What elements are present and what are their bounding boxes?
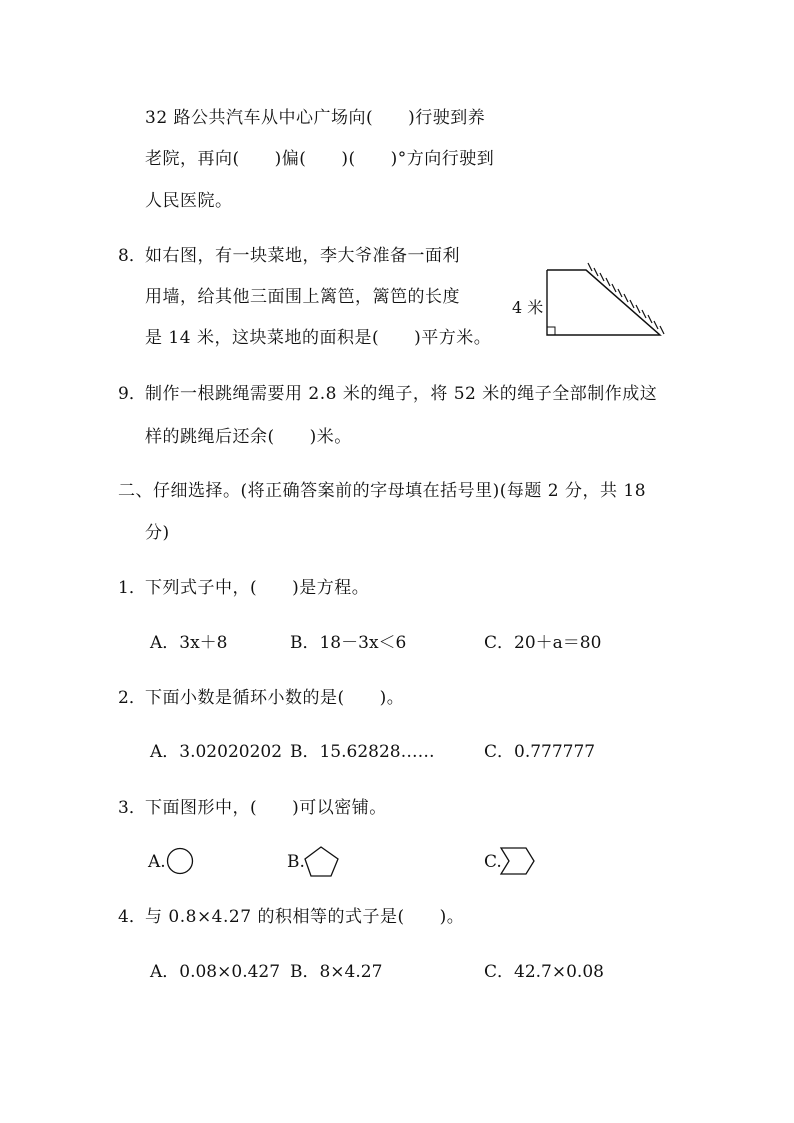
mc3-stem: 下面图形中，( )可以密铺。 <box>145 798 387 818</box>
wall-hatch-icon <box>586 263 664 335</box>
mc3-option-c[interactable]: C. <box>484 852 502 872</box>
q8-number: 8． <box>118 246 146 266</box>
mc1-option-c[interactable]: C．20＋a＝80 <box>484 633 602 653</box>
q9-line-1: 制作一根跳绳需要用 2.8 米的绳子，将 52 米的绳子全部制作成这 <box>145 384 658 404</box>
section-2-heading: 二、仔细选择。(将正确答案前的字母填在括号里)(每题 2 分，共 18 <box>118 481 647 501</box>
mc2-option-c[interactable]: C．0.777777 <box>484 742 596 762</box>
mc4-option-b[interactable]: B．8×4.27 <box>290 962 383 982</box>
mc1-stem: 下列式子中，( )是方程。 <box>145 578 370 598</box>
q8-line-2: 用墙，给其他三面围上篱笆，篱笆的长度 <box>145 287 460 307</box>
q8-line-3: 是 14 米，这块菜地的面积是( )平方米。 <box>145 328 492 348</box>
mc3-option-a[interactable]: A. <box>148 852 166 872</box>
pentagon-icon <box>303 845 343 879</box>
q7-line-1: 32 路公共汽车从中心广场向( )行驶到养 <box>145 108 486 128</box>
mc2-option-b[interactable]: B．15.62828…… <box>290 742 435 762</box>
mc2-stem: 下面小数是循环小数的是( )。 <box>145 688 405 708</box>
trapezoid-figure <box>540 258 670 348</box>
q9-number: 9． <box>118 384 146 404</box>
section-2-heading-cont: 分) <box>145 523 170 543</box>
mc4-stem: 与 0.8×4.27 的积相等的式子是( )。 <box>145 907 465 927</box>
mc2-number: 2． <box>118 688 146 708</box>
mc1-number: 1． <box>118 578 146 598</box>
mc3-number: 3． <box>118 798 146 818</box>
q8-line-1: 如右图，有一块菜地，李大爷准备一面利 <box>145 246 460 266</box>
mc4-number: 4． <box>118 907 146 927</box>
mc3-option-b[interactable]: B. <box>287 852 305 872</box>
hexagon-icon <box>499 846 539 880</box>
figure-height-label: 4 米 <box>512 298 544 317</box>
mc1-option-a[interactable]: A．3x＋8 <box>150 633 228 653</box>
circle-icon <box>166 847 196 877</box>
mc2-option-a[interactable]: A．3.02020202 <box>150 742 283 762</box>
q7-line-2: 老院，再向( )偏( )( )°方向行驶到 <box>145 149 495 169</box>
mc4-option-c[interactable]: C．42.7×0.08 <box>484 962 604 982</box>
mc4-option-a[interactable]: A．0.08×0.427 <box>150 962 281 982</box>
q9-line-2: 样的跳绳后还余( )米。 <box>145 427 352 447</box>
q7-line-3: 人民医院。 <box>145 191 233 211</box>
mc1-option-b[interactable]: B．18－3x＜6 <box>290 633 407 653</box>
